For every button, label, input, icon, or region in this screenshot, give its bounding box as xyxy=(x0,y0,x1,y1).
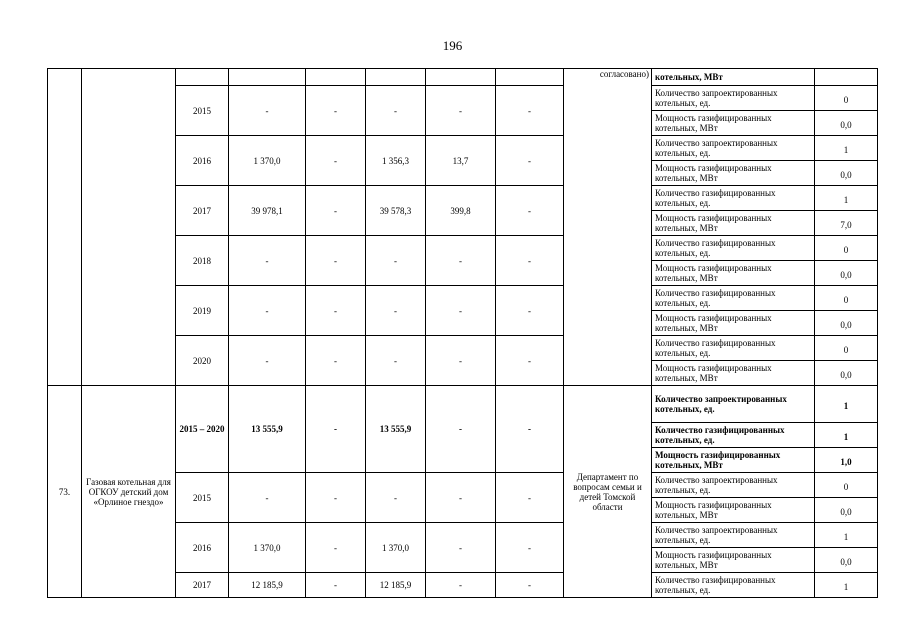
year-cell: 2015 xyxy=(176,473,229,523)
value-cell: 0 xyxy=(815,236,878,261)
year-cell: 2018 xyxy=(176,236,229,286)
value-cell: 1 xyxy=(815,386,878,423)
total-cell: - xyxy=(229,236,306,286)
value-cell: 0 xyxy=(815,86,878,111)
reg-cell: - xyxy=(366,236,426,286)
year-cell: 2017 xyxy=(176,186,229,236)
total-cell: - xyxy=(229,473,306,523)
extra-cell: - xyxy=(496,336,564,386)
reg-cell: - xyxy=(366,473,426,523)
indicator-cell: Количество газифицированных котельных, ед. xyxy=(652,423,815,448)
fed-cell: - xyxy=(306,523,366,573)
total-cell: - xyxy=(229,86,306,136)
indicator-cell: Мощность газифицированных котельных, МВт xyxy=(652,261,815,286)
loc-cell: - xyxy=(426,473,496,523)
reg-cell: 39 578,3 xyxy=(366,186,426,236)
fed-cell: - xyxy=(306,336,366,386)
reg-cell: - xyxy=(366,336,426,386)
indicator-cell: Мощность газифицированных котельных, МВт xyxy=(652,161,815,186)
extra-cell: - xyxy=(496,86,564,136)
value-cell: 1 xyxy=(815,136,878,161)
year-cell: 2016 xyxy=(176,523,229,573)
total-cell: 1 370,0 xyxy=(229,136,306,186)
fed-cell: - xyxy=(306,186,366,236)
indicator-cell: Количество запроектированных котельных, ед. xyxy=(652,136,815,161)
extra-cell: - xyxy=(496,573,564,598)
fed-cell: - xyxy=(306,136,366,186)
reg-cell: 13 555,9 xyxy=(366,386,426,473)
reg-cell: 12 185,9 xyxy=(366,573,426,598)
fed-cell xyxy=(306,69,366,86)
indicator-cell: Мощность газифицированных котельных, МВт xyxy=(652,111,815,136)
fed-cell: - xyxy=(306,236,366,286)
total-cell: 39 978,1 xyxy=(229,186,306,236)
extra-cell: - xyxy=(496,136,564,186)
value-cell: 0,0 xyxy=(815,361,878,386)
fed-cell: - xyxy=(306,386,366,473)
year-cell: 2015 xyxy=(176,86,229,136)
year-cell: 2019 xyxy=(176,286,229,336)
loc-cell: - xyxy=(426,523,496,573)
value-cell: 0,0 xyxy=(815,161,878,186)
reg-cell: - xyxy=(366,86,426,136)
loc-cell: 399,8 xyxy=(426,186,496,236)
indicator-cell: Количество запроектированных котельных, ед. xyxy=(652,473,815,498)
loc-cell: 13,7 xyxy=(426,136,496,186)
indicator-cell: Количество запроектированных котельных, ед. xyxy=(652,86,815,111)
total-cell xyxy=(229,69,306,86)
indicator-cell: Мощность газифицированных котельных, МВт xyxy=(652,448,815,473)
loc-cell: - xyxy=(426,336,496,386)
year-cell: 2016 xyxy=(176,136,229,186)
extra-cell xyxy=(496,69,564,86)
program-table xyxy=(47,68,878,598)
loc-cell: - xyxy=(426,286,496,336)
indicator-cell: Количество газифицированных котельных, ед. xyxy=(652,573,815,598)
year-cell xyxy=(176,69,229,86)
table-row xyxy=(48,69,878,86)
indicator-cell: Количество газифицированных котельных, ед. xyxy=(652,286,815,311)
item-name-cell: Газовая котельная для ОГКОУ детский дом «Орлиное гнездо» xyxy=(82,386,176,598)
year-cell: 2015 – 2020 xyxy=(176,386,229,473)
indicator-cell: Мощность газифицированных котельных, МВт xyxy=(652,498,815,523)
item-name-cell xyxy=(82,69,176,386)
indicator-cell: Количество запроектированных котельных, ед. xyxy=(652,523,815,548)
total-cell: 1 370,0 xyxy=(229,523,306,573)
executor-cell: Департамент по вопросам семьи и детей Томской области xyxy=(564,386,652,598)
value-cell xyxy=(815,69,878,86)
reg-cell: 1 370,0 xyxy=(366,523,426,573)
value-cell: 1 xyxy=(815,523,878,548)
extra-cell: - xyxy=(496,523,564,573)
value-cell: 0 xyxy=(815,473,878,498)
total-cell: - xyxy=(229,286,306,336)
value-cell: 0,0 xyxy=(815,548,878,573)
item-number-cell xyxy=(48,69,82,386)
value-cell: 1 xyxy=(815,186,878,211)
year-cell: 2020 xyxy=(176,336,229,386)
fed-cell: - xyxy=(306,286,366,336)
value-cell: 0,0 xyxy=(815,311,878,336)
fed-cell: - xyxy=(306,86,366,136)
extra-cell: - xyxy=(496,186,564,236)
year-cell: 2017 xyxy=(176,573,229,598)
value-cell: 1 xyxy=(815,573,878,598)
loc-cell: - xyxy=(426,573,496,598)
indicator-cell: Мощность газифицированных котельных, МВт xyxy=(652,548,815,573)
indicator-cell: Мощность газифицированных котельных, МВт xyxy=(652,311,815,336)
value-cell: 0,0 xyxy=(815,498,878,523)
fed-cell: - xyxy=(306,573,366,598)
value-cell: 0,0 xyxy=(815,261,878,286)
indicator-cell: Мощность газифицированных котельных, МВт xyxy=(652,211,815,236)
reg-cell: 1 356,3 xyxy=(366,136,426,186)
value-cell: 1 xyxy=(815,423,878,448)
indicator-cell: Количество газифицированных котельных, ед. xyxy=(652,186,815,211)
extra-cell: - xyxy=(496,386,564,473)
total-cell: - xyxy=(229,336,306,386)
loc-cell: - xyxy=(426,386,496,473)
extra-cell: - xyxy=(496,286,564,336)
value-cell: 0 xyxy=(815,286,878,311)
extra-cell: - xyxy=(496,473,564,523)
value-cell: 7,0 xyxy=(815,211,878,236)
extra-cell: - xyxy=(496,236,564,286)
indicator-cell: Количество газифицированных котельных, ед. xyxy=(652,236,815,261)
table-row xyxy=(48,386,878,423)
indicator-cell: Количество газифицированных котельных, ед. xyxy=(652,336,815,361)
loc-cell xyxy=(426,69,496,86)
loc-cell: - xyxy=(426,86,496,136)
indicator-cell: котельных, МВт xyxy=(652,69,815,86)
page-number: 196 xyxy=(442,38,463,53)
value-cell: 0,0 xyxy=(815,111,878,136)
value-cell: 0 xyxy=(815,336,878,361)
value-cell: 1,0 xyxy=(815,448,878,473)
reg-cell xyxy=(366,69,426,86)
reg-cell: - xyxy=(366,286,426,336)
total-cell: 12 185,9 xyxy=(229,573,306,598)
total-cell: 13 555,9 xyxy=(229,386,306,473)
indicator-cell: Количество запроектированных котельных, ед. xyxy=(652,386,815,423)
fed-cell: - xyxy=(306,473,366,523)
loc-cell: - xyxy=(426,236,496,286)
executor-cell: согласовано) xyxy=(564,69,652,386)
item-number-cell: 73. xyxy=(48,386,82,598)
indicator-cell: Мощность газифицированных котельных, МВт xyxy=(652,361,815,386)
